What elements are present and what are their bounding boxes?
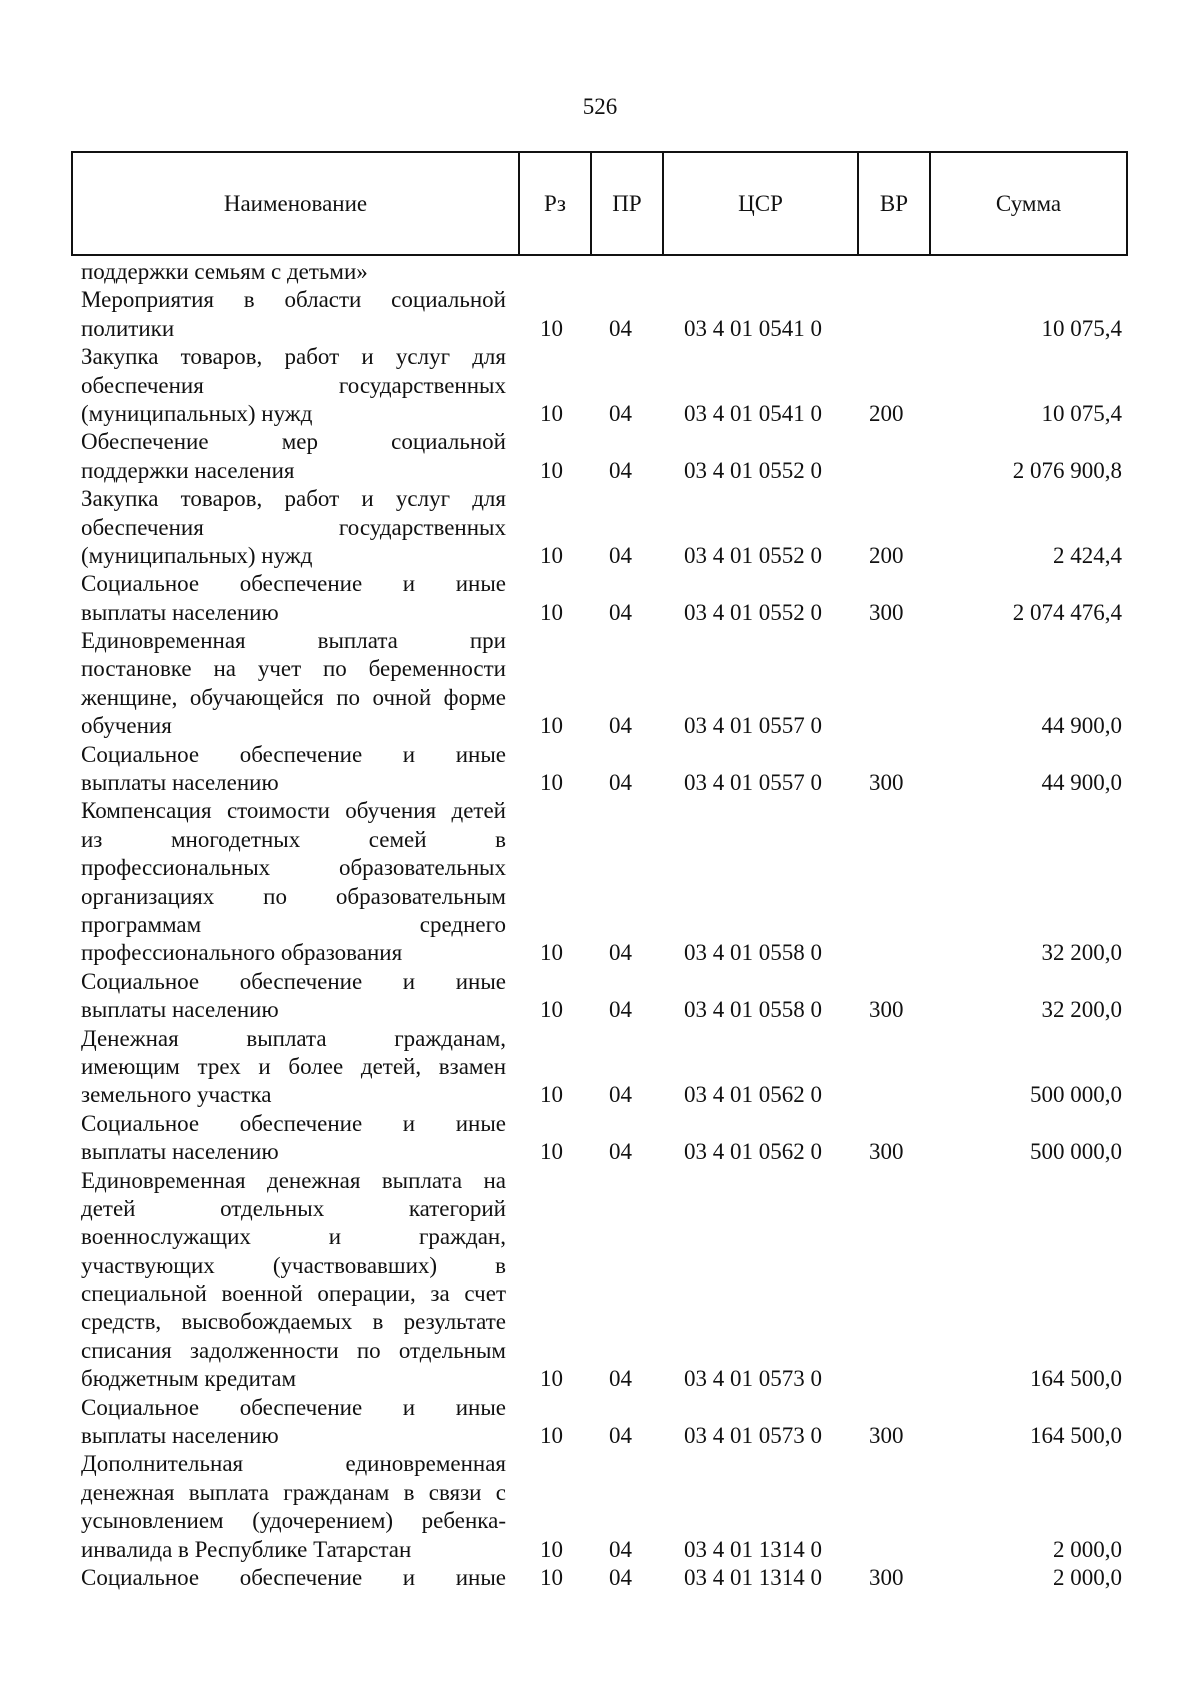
- row-rz: 10: [540, 1082, 563, 1108]
- row-values: [0, 769, 1200, 797]
- row-vr: 300: [869, 599, 904, 625]
- row-name-line: обеспечения государственных: [81, 514, 506, 540]
- row-pr: 04: [609, 315, 632, 341]
- row-name-line: Единовременная денежная выплата на: [81, 1167, 506, 1193]
- row-sum: 44 900,0: [1041, 713, 1122, 739]
- row-pr: 04: [609, 1082, 632, 1108]
- row-name-line: выплаты населению: [81, 770, 279, 796]
- row-name-line: денежная выплата гражданам в связи с: [81, 1479, 506, 1505]
- row-name-line: земельного участка: [81, 1082, 272, 1108]
- row-rz: 10: [540, 457, 563, 483]
- row-csr: 03 4 01 0557 0: [684, 770, 822, 796]
- row-csr: 03 4 01 0552 0: [684, 542, 822, 568]
- header-csr: ЦСР: [664, 153, 859, 254]
- header-rz: Рз: [520, 153, 592, 254]
- row-csr: 03 4 01 0573 0: [684, 1423, 822, 1449]
- row-name-line: имеющим трех и более детей, взамен: [81, 1053, 506, 1079]
- row-name-line: обеспечения государственных: [81, 372, 506, 398]
- table-row: [0, 741, 1200, 798]
- row-values: [0, 712, 1200, 740]
- header-name: Наименование: [73, 153, 520, 254]
- row-csr: 03 4 01 0557 0: [684, 713, 822, 739]
- table-row: [0, 485, 1200, 570]
- table-header: [71, 151, 1128, 256]
- row-vr: 300: [869, 1423, 904, 1449]
- row-name-line: выплаты населению: [81, 997, 279, 1023]
- table-row: [0, 1167, 1200, 1394]
- row-name-line: детей отдельных категорий: [81, 1195, 506, 1221]
- row-name-line: Социальное обеспечение и иные: [81, 741, 506, 767]
- row-sum: 2 076 900,8: [1012, 457, 1122, 483]
- row-rz: 10: [540, 1564, 563, 1590]
- row-name-line: программам среднего: [81, 911, 506, 937]
- row-values: [0, 1422, 1200, 1450]
- row-name-line: поддержки населения: [81, 457, 295, 483]
- row-csr: 03 4 01 0552 0: [684, 457, 822, 483]
- row-pr: 04: [609, 1139, 632, 1165]
- table-row: [0, 968, 1200, 1025]
- row-sum: 500 000,0: [1030, 1082, 1122, 1108]
- row-values: [0, 1365, 1200, 1393]
- row-name-line: Мероприятия в области социальной: [81, 287, 506, 313]
- row-rz: 10: [540, 1423, 563, 1449]
- row-name-line: участвующих (участвовавших) в: [81, 1252, 506, 1278]
- row-name-line: Социальное обеспечение и иные: [81, 1110, 506, 1136]
- table-row: [0, 343, 1200, 428]
- row-csr: 03 4 01 0558 0: [684, 940, 822, 966]
- row-pr: 04: [609, 713, 632, 739]
- row-rz: 10: [540, 400, 563, 426]
- row-csr: 03 4 01 1314 0: [684, 1564, 822, 1590]
- row-csr: 03 4 01 0562 0: [684, 1082, 822, 1108]
- row-pr: 04: [609, 940, 632, 966]
- row-name-line: обучения: [81, 713, 172, 739]
- row-pr: 04: [609, 997, 632, 1023]
- row-name-line: Обеспечение мер социальной: [81, 429, 506, 455]
- row-pr: 04: [609, 599, 632, 625]
- row-values: [0, 258, 1200, 286]
- row-name-line: (муниципальных) нужд: [81, 400, 313, 426]
- header-vr: ВР: [859, 153, 931, 254]
- row-name-line: поддержки семьям с детьми»: [81, 259, 368, 284]
- table-row: [0, 1110, 1200, 1167]
- row-sum: 32 200,0: [1041, 997, 1122, 1023]
- row-name-line: усыновлением (удочерением) ребенка-: [81, 1508, 506, 1534]
- table-row: [0, 797, 1200, 967]
- row-name-line: Социальное обеспечение и иные: [81, 1564, 506, 1590]
- row-pr: 04: [609, 400, 632, 426]
- row-name-line: организациях по образовательным: [81, 883, 506, 909]
- row-rz: 10: [540, 542, 563, 568]
- row-name-line: средств, высвобождаемых в результате: [81, 1309, 506, 1335]
- table-row: [0, 1450, 1200, 1564]
- row-name-line: списания задолженности по отдельным: [81, 1337, 506, 1363]
- row-name-line: Социальное обеспечение и иные: [81, 571, 506, 597]
- row-sum: 2 424,4: [1053, 542, 1122, 568]
- row-rz: 10: [540, 599, 563, 625]
- row-sum: 10 075,4: [1041, 400, 1122, 426]
- row-csr: 03 4 01 0552 0: [684, 599, 822, 625]
- table-row: [0, 286, 1200, 343]
- row-sum: 10 075,4: [1041, 315, 1122, 341]
- row-name: [81, 1167, 506, 1394]
- row-rz: 10: [540, 1366, 563, 1392]
- row-csr: 03 4 01 1314 0: [684, 1536, 822, 1562]
- header-sum: Сумма: [995, 190, 1062, 216]
- row-sum: 164 500,0: [1030, 1366, 1122, 1392]
- row-name-line: выплаты населению: [81, 599, 279, 625]
- header-pr: ПР: [592, 153, 664, 254]
- row-name-line: Социальное обеспечение и иные: [81, 1394, 506, 1420]
- row-name-line: выплаты населению: [81, 1423, 279, 1449]
- row-vr: 300: [869, 1564, 904, 1590]
- table-body: [0, 258, 1200, 1592]
- row-rz: 10: [540, 940, 563, 966]
- row-name-line: Закупка товаров, работ и услуг для: [81, 486, 506, 512]
- row-values: [0, 1564, 1200, 1592]
- row-values: [0, 1536, 1200, 1564]
- row-name-line: из многодетных семей в: [81, 826, 506, 852]
- row-sum: 44 900,0: [1041, 770, 1122, 796]
- row-values: [0, 1081, 1200, 1109]
- row-csr: 03 4 01 0541 0: [684, 315, 822, 341]
- row-rz: 10: [540, 713, 563, 739]
- row-rz: 10: [540, 315, 563, 341]
- row-values: [0, 1138, 1200, 1166]
- row-csr: 03 4 01 0541 0: [684, 400, 822, 426]
- table-row: [0, 428, 1200, 485]
- row-sum: 32 200,0: [1041, 940, 1122, 966]
- row-values: [0, 457, 1200, 485]
- row-sum: 2 074 476,4: [1012, 599, 1122, 625]
- row-name-line: Социальное обеспечение и иные: [81, 968, 506, 994]
- row-pr: 04: [609, 1366, 632, 1392]
- row-pr: 04: [609, 457, 632, 483]
- row-name-line: военнослужащих и граждан,: [81, 1224, 506, 1250]
- row-name-line: Компенсация стоимости обучения детей: [81, 798, 506, 824]
- row-csr: 03 4 01 0573 0: [684, 1366, 822, 1392]
- row-name-line: выплаты населению: [81, 1139, 279, 1165]
- row-vr: 300: [869, 770, 904, 796]
- row-rz: 10: [540, 997, 563, 1023]
- row-rz: 10: [540, 770, 563, 796]
- row-name-line: Закупка товаров, работ и услуг для: [81, 344, 506, 370]
- row-name-line: инвалида в Республике Татарстан: [81, 1536, 412, 1562]
- row-rz: 10: [540, 1536, 563, 1562]
- table-row: [0, 1394, 1200, 1451]
- row-csr: 03 4 01 0562 0: [684, 1139, 822, 1165]
- row-values: [0, 542, 1200, 570]
- row-name-line: Единовременная выплата при: [81, 628, 506, 654]
- row-name-line: Денежная выплата гражданам,: [81, 1025, 506, 1051]
- row-name-line: женщине, обучающейся по очной форме: [81, 684, 506, 710]
- row-pr: 04: [609, 542, 632, 568]
- table-row: [0, 258, 1200, 286]
- row-vr: 300: [869, 1139, 904, 1165]
- row-sum: 164 500,0: [1030, 1423, 1122, 1449]
- row-values: [0, 996, 1200, 1024]
- row-sum: 2 000,0: [1053, 1536, 1122, 1562]
- row-pr: 04: [609, 1423, 632, 1449]
- row-values: [0, 939, 1200, 967]
- row-values: [0, 400, 1200, 428]
- row-pr: 04: [609, 770, 632, 796]
- row-sum: 500 000,0: [1030, 1139, 1122, 1165]
- row-name-line: Дополнительная единовременная: [81, 1451, 506, 1477]
- row-values: [0, 315, 1200, 343]
- row-sum: 2 000,0: [1053, 1564, 1122, 1590]
- page-number: 526: [582, 94, 618, 119]
- table-row: [0, 1564, 1200, 1592]
- row-csr: 03 4 01 0558 0: [684, 997, 822, 1023]
- row-name-line: специальной военной операции, за счет: [81, 1281, 506, 1307]
- row-name-line: бюджетным кредитам: [81, 1366, 297, 1392]
- row-vr: 200: [869, 400, 904, 426]
- row-name-line: политики: [81, 315, 175, 341]
- row-rz: 10: [540, 1139, 563, 1165]
- row-name-line: (муниципальных) нужд: [81, 542, 313, 568]
- row-name-line: профессионального образования: [81, 940, 403, 966]
- row-vr: 200: [869, 542, 904, 568]
- row-pr: 04: [609, 1536, 632, 1562]
- row-name-line: постановке на учет по беременности: [81, 656, 506, 682]
- row-vr: 300: [869, 997, 904, 1023]
- row-name-line: профессиональных образовательных: [81, 855, 506, 881]
- row-pr: 04: [609, 1564, 632, 1590]
- table-row: [0, 627, 1200, 741]
- table-row: [0, 1025, 1200, 1110]
- row-values: [0, 599, 1200, 627]
- table-row: [0, 570, 1200, 627]
